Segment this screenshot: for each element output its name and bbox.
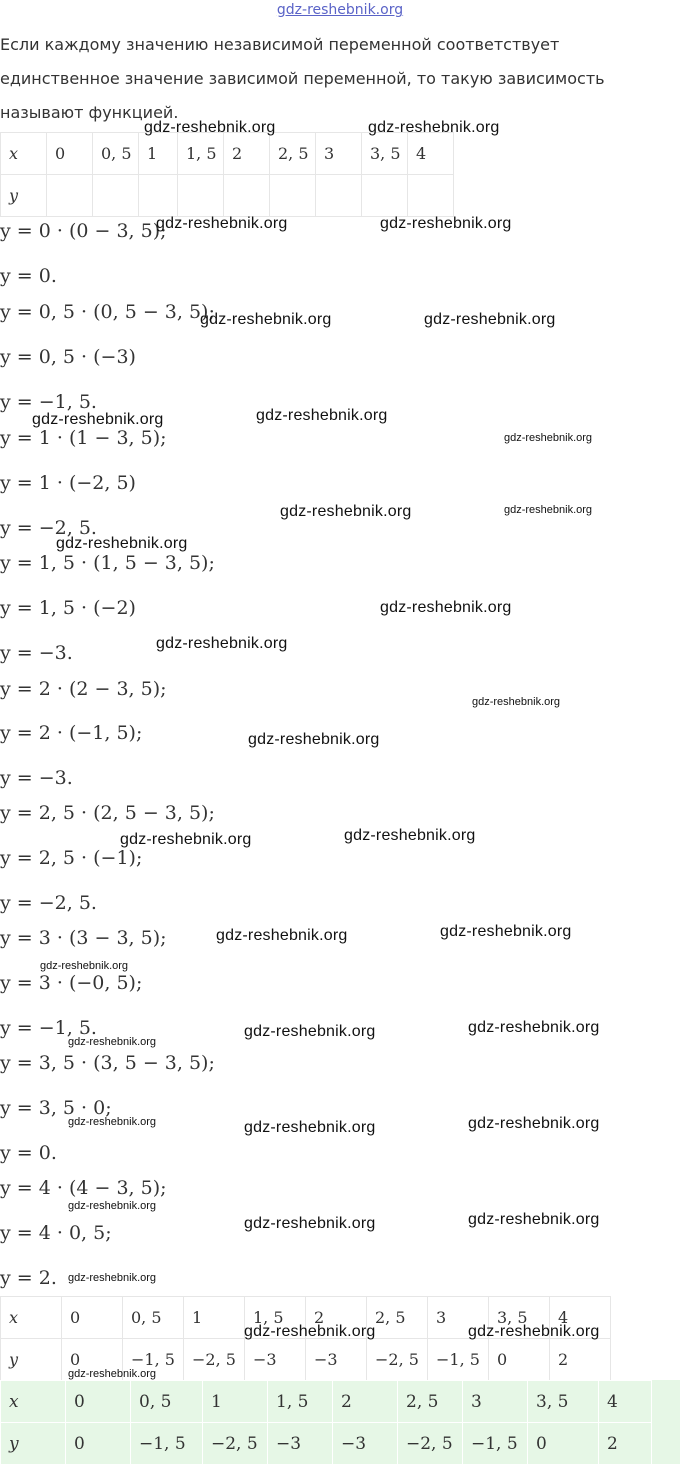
equation-line: y = 2. <box>0 1267 57 1289</box>
watermark: gdz-reshebnik.org <box>380 215 512 232</box>
values-table-empty <box>0 132 454 217</box>
watermark: gdz-reshebnik.org <box>244 1323 376 1340</box>
equation-line: y = 0, 5 · (0, 5 − 3, 5); <box>0 301 215 323</box>
watermark: gdz-reshebnik.org <box>244 1119 376 1136</box>
y-cell <box>93 175 139 217</box>
equation-line: y = 2, 5 · (2, 5 − 3, 5); <box>0 802 215 824</box>
equation-line: y = 0 · (0 − 3, 5); <box>0 220 167 242</box>
site-header-link[interactable]: gdz-reshebnik.org <box>276 2 404 18</box>
x-cell: 3, 5 <box>362 133 408 175</box>
y-cell: −3 <box>333 1423 398 1465</box>
equation-line: y = 1 · (1 − 3, 5); <box>0 427 167 449</box>
equation-line: y = −2, 5. <box>0 517 97 539</box>
x-cell: 2 <box>224 133 270 175</box>
equation-line: y = 2 · (−1, 5); <box>0 722 143 744</box>
equation-line: y = 3 · (3 − 3, 5); <box>0 927 167 949</box>
equation-line: y = −3. <box>0 642 73 664</box>
watermark: gdz-reshebnik.org <box>256 407 388 424</box>
x-cell: 1 <box>184 1297 245 1339</box>
x-cell: 1, 5 <box>268 1381 333 1423</box>
x-cell: 0 <box>47 133 93 175</box>
equation-line: y = 3, 5 · 0; <box>0 1097 112 1119</box>
y-cell: −1, 5 <box>123 1339 184 1381</box>
x-cell: 0 <box>62 1297 123 1339</box>
y-cell: −1, 5 <box>463 1423 528 1465</box>
watermark: gdz-reshebnik.org <box>56 535 188 552</box>
x-cell: 4 <box>550 1297 611 1339</box>
equation-line: y = 3, 5 · (3, 5 − 3, 5); <box>0 1052 215 1074</box>
x-cell: 1, 5 <box>245 1297 306 1339</box>
watermark: gdz-reshebnik.org <box>468 1323 600 1340</box>
y-cell: −3 <box>268 1423 333 1465</box>
intro-line: единственное значение зависимой переменной, то такую зависимость <box>0 69 605 88</box>
y-cell: −1, 5 <box>428 1339 489 1381</box>
intro-paragraph <box>0 28 672 130</box>
equation-line: y = 1 · (−2, 5) <box>0 472 136 494</box>
x-cell: 1, 5 <box>178 133 224 175</box>
watermark: gdz-reshebnik.org <box>68 1036 157 1048</box>
watermark: gdz-reshebnik.org <box>440 923 572 940</box>
watermark: gdz-reshebnik.org <box>244 1215 376 1232</box>
y-cell: 0 <box>528 1423 599 1465</box>
watermark: gdz-reshebnik.org <box>120 831 252 848</box>
x-cell: 0, 5 <box>131 1381 203 1423</box>
y-cell <box>362 175 408 217</box>
watermark: gdz-reshebnik.org <box>68 1272 157 1284</box>
y-cell: −3 <box>306 1339 367 1381</box>
equation-line: y = 3 · (−0, 5); <box>0 972 143 994</box>
y-cell <box>178 175 224 217</box>
equation-line: y = 2, 5 · (−1); <box>0 847 143 869</box>
watermark: gdz-reshebnik.org <box>280 503 412 520</box>
watermark: gdz-reshebnik.org <box>156 215 288 232</box>
watermark: gdz-reshebnik.org <box>468 1115 600 1132</box>
x-header-cell: x <box>1 1297 62 1339</box>
watermark: gdz-reshebnik.org <box>468 1019 600 1036</box>
table-row-y <box>1 175 454 217</box>
x-header-cell: x <box>1 1381 66 1423</box>
y-cell: 0 <box>489 1339 550 1381</box>
x-cell: 2, 5 <box>367 1297 428 1339</box>
intro-line: называют функцией. <box>0 103 179 122</box>
y-cell <box>47 175 93 217</box>
y-cell: −3 <box>245 1339 306 1381</box>
watermark: gdz-reshebnik.org <box>200 311 332 328</box>
equation-line: y = 2 · (2 − 3, 5); <box>0 678 167 700</box>
equation-line: y = 0. <box>0 1142 57 1164</box>
watermark: gdz-reshebnik.org <box>144 119 276 136</box>
watermark: gdz-reshebnik.org <box>156 635 288 652</box>
watermark: gdz-reshebnik.org <box>68 1200 157 1212</box>
x-cell: 2, 5 <box>270 133 316 175</box>
x-cell: 3 <box>316 133 362 175</box>
x-header-cell: x <box>1 133 47 175</box>
answer-block <box>0 1380 680 1464</box>
x-cell: 0 <box>66 1381 131 1423</box>
equation-line: y = 0, 5 · (−3) <box>0 346 136 368</box>
y-cell <box>224 175 270 217</box>
table-row-x <box>1 1381 652 1423</box>
values-table-answer <box>0 1380 652 1465</box>
watermark: gdz-reshebnik.org <box>344 827 476 844</box>
y-header-cell: y <box>1 175 47 217</box>
table-row-y <box>1 1423 652 1465</box>
watermark: gdz-reshebnik.org <box>68 1368 157 1380</box>
x-cell: 1 <box>139 133 178 175</box>
intro-line: Если каждому значению независимой переменной соответствует <box>0 35 560 54</box>
y-cell <box>316 175 362 217</box>
x-cell: 2 <box>306 1297 367 1339</box>
watermark: gdz-reshebnik.org <box>368 119 500 136</box>
equation-line: y = 1, 5 · (−2) <box>0 597 136 619</box>
x-cell: 3, 5 <box>489 1297 550 1339</box>
y-cell <box>408 175 454 217</box>
watermark: gdz-reshebnik.org <box>40 960 129 972</box>
watermark: gdz-reshebnik.org <box>424 311 556 328</box>
x-cell: 4 <box>599 1381 652 1423</box>
y-cell: 0 <box>62 1339 123 1381</box>
x-cell: 0, 5 <box>93 133 139 175</box>
equation-line: y = 4 · 0, 5; <box>0 1222 112 1244</box>
watermark: gdz-reshebnik.org <box>244 1023 376 1040</box>
y-cell: 0 <box>66 1423 131 1465</box>
x-cell: 1 <box>203 1381 268 1423</box>
equation-line: y = −1, 5. <box>0 391 97 413</box>
x-cell: 3 <box>463 1381 528 1423</box>
x-cell: 3 <box>428 1297 489 1339</box>
equation-line: y = −3. <box>0 767 73 789</box>
y-cell: −1, 5 <box>131 1423 203 1465</box>
x-cell: 3, 5 <box>528 1381 599 1423</box>
equation-line: y = 1, 5 · (1, 5 − 3, 5); <box>0 552 215 574</box>
watermark: gdz-reshebnik.org <box>504 432 593 444</box>
watermark: gdz-reshebnik.org <box>380 599 512 616</box>
y-cell: −2, 5 <box>203 1423 268 1465</box>
watermark: gdz-reshebnik.org <box>468 1211 600 1228</box>
y-header-cell: y <box>1 1423 66 1465</box>
watermark: gdz-reshebnik.org <box>32 411 164 428</box>
y-cell: 2 <box>599 1423 652 1465</box>
x-cell: 2, 5 <box>398 1381 463 1423</box>
x-cell: 0, 5 <box>123 1297 184 1339</box>
equation-line: y = −1, 5. <box>0 1017 97 1039</box>
y-cell: −2, 5 <box>184 1339 245 1381</box>
x-cell: 4 <box>408 133 454 175</box>
watermark: gdz-reshebnik.org <box>68 1116 157 1128</box>
watermark: gdz-reshebnik.org <box>216 927 348 944</box>
equation-line: y = −2, 5. <box>0 892 97 914</box>
y-header-cell: y <box>1 1339 62 1381</box>
watermark: gdz-reshebnik.org <box>504 504 593 516</box>
y-cell <box>139 175 178 217</box>
y-cell: −2, 5 <box>398 1423 463 1465</box>
y-cell: 2 <box>550 1339 611 1381</box>
watermark: gdz-reshebnik.org <box>248 731 380 748</box>
watermark: gdz-reshebnik.org <box>472 696 561 708</box>
x-cell: 2 <box>333 1381 398 1423</box>
equation-line: y = 0. <box>0 265 57 287</box>
table-row-x <box>1 133 454 175</box>
equation-line: y = 4 · (4 − 3, 5); <box>0 1177 167 1199</box>
y-cell: −2, 5 <box>367 1339 428 1381</box>
y-cell <box>270 175 316 217</box>
